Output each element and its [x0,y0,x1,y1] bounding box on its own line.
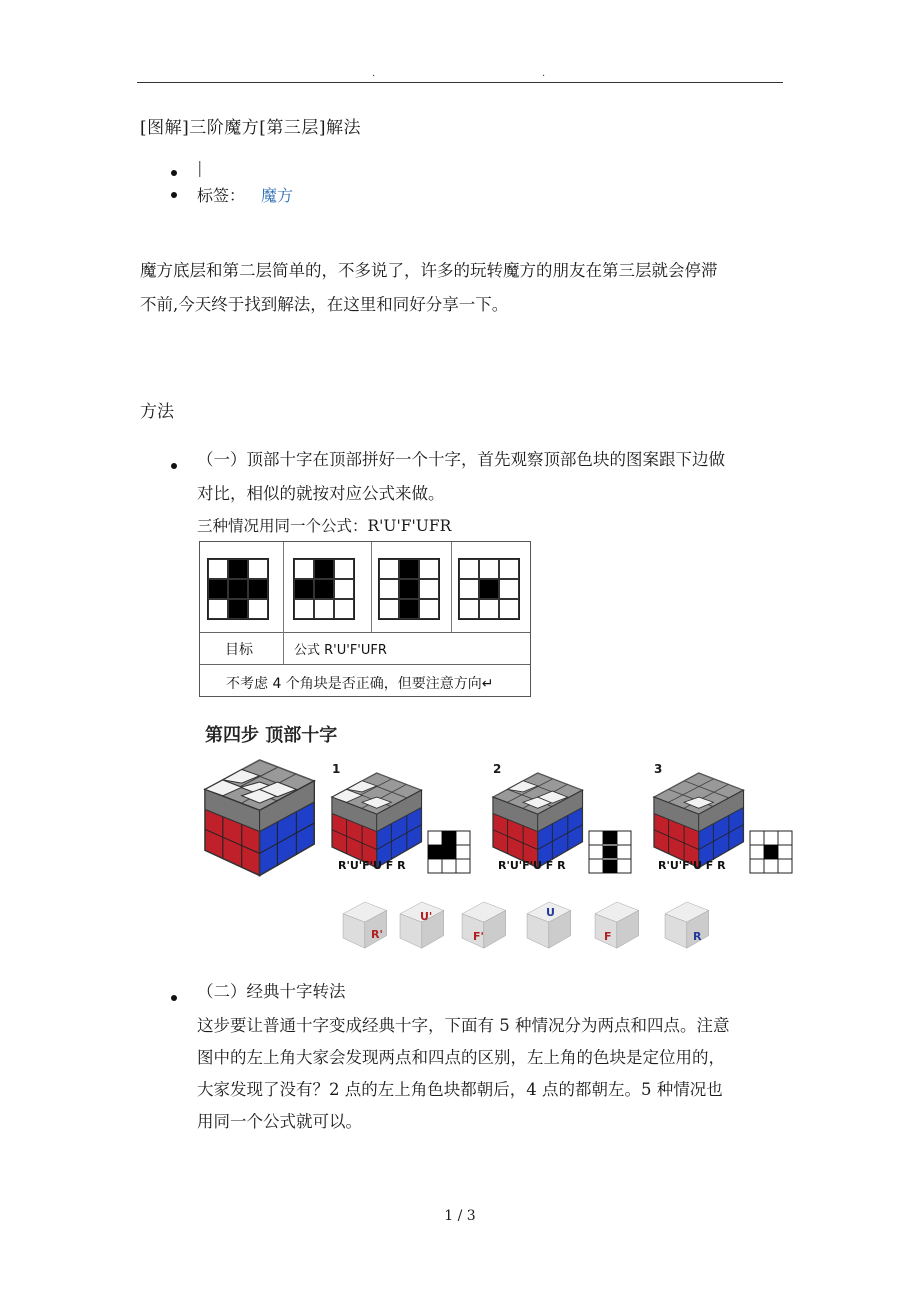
grid-cell [334,579,354,599]
grid-cell [334,599,354,619]
step-title: 第四步 顶部十字 [205,725,338,746]
intro-line: 魔方底层和第二层简单的，不多说了，许多的玩转魔方的朋友在第三层就会停滞 [140,261,718,280]
grid-cell [499,579,519,599]
step1-line: 对比，相似的就按对应公式来做。 [197,484,445,503]
cube-diagram [195,755,805,960]
target-label: 目标 [225,642,253,658]
grid-cell [419,599,439,619]
move-label: U [546,906,555,919]
grid-cell [419,559,439,579]
mini-grid-case-3 [750,831,792,873]
grid-cell [228,599,248,619]
grid-cell [248,559,268,579]
grid-cell [459,599,479,619]
case-formula: R'U'F'U F R [498,859,566,872]
bullet-icon [171,463,177,469]
mini-grid-case-2 [589,831,631,873]
pattern-grid-case3 [458,558,520,620]
bullet-icon [171,192,177,198]
move-label: F' [473,930,484,943]
header-rule [137,82,783,83]
grid-cell [248,599,268,619]
cube-case-3 [654,773,743,868]
move-label: U' [420,910,433,923]
separator: | [197,158,203,177]
grid-cell [479,579,499,599]
grid-cell [379,599,399,619]
grid-cell [334,559,354,579]
step2-line: 这步要让普通十字变成经典十字，下面有 5 种情况分为两点和四点。注意 [197,1016,730,1035]
case-number: 2 [493,762,502,776]
grid-cell [399,579,419,599]
case-number: 3 [654,762,663,776]
step2-line: 图中的左上角大家会发现两点和四点的区别，左上角的色块是定位用的， [197,1048,725,1067]
pattern-grid-target [207,558,269,620]
case-formula: R'U'F'U F R [338,859,406,872]
grid-cell [399,599,419,619]
bullet-icon [171,995,177,1001]
cube-case-2 [493,773,582,868]
page-title: [图解]三阶魔方[第三层]解法 [140,118,362,138]
section-title: 方法 [140,402,174,422]
cube-case-1 [332,773,421,868]
tag-label: 标签： [197,186,246,205]
grid-cell [499,599,519,619]
grid-cell [399,559,419,579]
grid-cell [208,579,228,599]
tag-link[interactable]: 魔方 [261,186,294,205]
grid-cell [314,559,334,579]
grid-cell [294,599,314,619]
pattern-grid-case2 [378,558,440,620]
case-number: 1 [332,762,341,776]
step2-line: 用同一个公式就可以。 [197,1112,362,1131]
cross-pattern-table [199,541,531,697]
grid-cell [294,579,314,599]
page-number: 1 / 3 [444,1208,476,1224]
grid-cell [499,559,519,579]
grid-cell [314,599,334,619]
pattern-grid-case1 [293,558,355,620]
grid-cell [419,579,439,599]
grid-cell [294,559,314,579]
case-formula: R'U'F'U F R [658,859,726,872]
grid-cell [208,559,228,579]
move-label: R' [371,928,383,941]
bullet-icon [171,170,177,176]
grid-cell [248,579,268,599]
move-cube-row [343,902,709,948]
move-label: F [604,930,612,943]
grid-cell [228,579,248,599]
step2-line: 大家发现了没有？2 点的左上角色块都朝后，4 点的都朝左。5 种情况也 [197,1080,723,1099]
formula-label: 公式 R'U'F'UFR [294,643,387,658]
intro-line: 不前,今天终于找到解法，在这里和同好分享一下。 [140,295,509,314]
grid-cell [314,579,334,599]
step2-line: （二）经典十字转法 [197,982,346,1001]
header-dot: . [542,68,546,79]
step1-formula-line: 三种情况用同一个公式：R'U'F'UFR [197,517,452,535]
cube-target [205,760,314,876]
grid-cell [228,559,248,579]
grid-cell [208,599,228,619]
mini-grid-case-1 [428,831,470,873]
grid-cell [459,579,479,599]
step1-line: （一）顶部十字在顶部拼好一个十字，首先观察顶部色块的图案跟下边做 [197,450,725,469]
grid-cell [479,559,499,579]
header-dot: . [372,68,376,79]
grid-cell [379,559,399,579]
grid-cell [479,599,499,619]
grid-cell [379,579,399,599]
table-note: 不考虑 4 个角块是否正确，但要注意方向↵ [226,676,494,692]
move-label: R [693,930,702,943]
grid-cell [459,559,479,579]
